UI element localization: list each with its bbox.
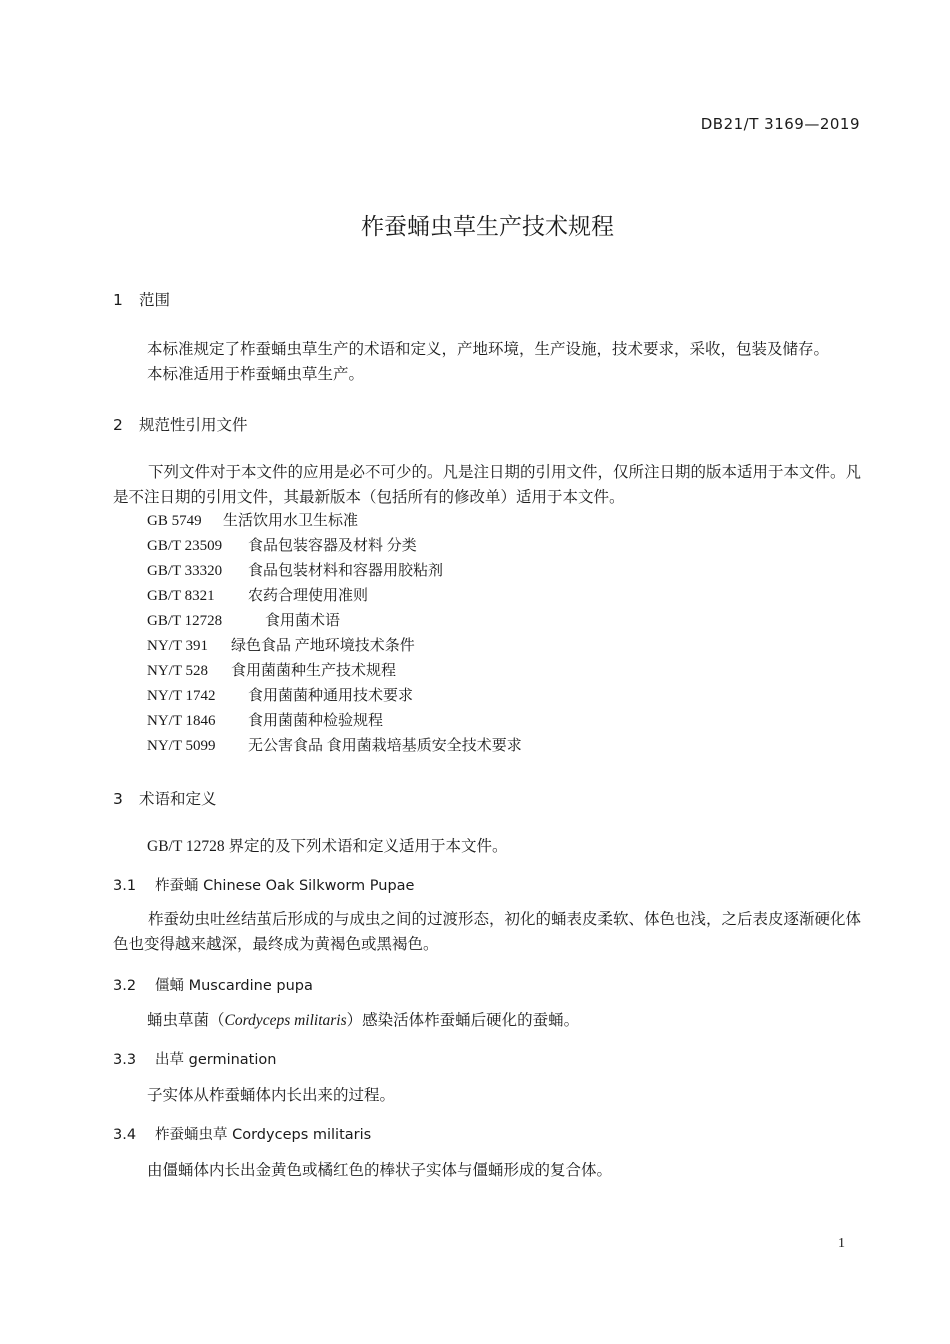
term-name: 柞蚕蛹虫草 <box>155 1127 228 1143</box>
reference-item <box>147 509 358 534</box>
reference-item <box>147 709 383 734</box>
reference-item <box>147 559 443 584</box>
term-definition-text: 柞蚕幼虫吐丝结茧后形成的与成虫之间的过渡形态，初化的蛹表皮柔软、体色也浅，之后表皮逐渐硬化体色也变得越来越深，最终成为黄褐色或黑褐色。 <box>113 911 862 953</box>
term-number: 3.1 <box>113 878 137 894</box>
section-3-heading <box>113 787 217 809</box>
reference-item <box>147 534 417 559</box>
term-name: 僵蛹 <box>155 978 184 994</box>
term-heading-3-2 <box>113 974 313 995</box>
term-english: Muscardine pupa <box>188 978 313 994</box>
reference-code: GB/T 33320 <box>147 563 223 579</box>
reference-title: 绿色食品 产地环境技术条件 <box>231 638 415 654</box>
reference-code: GB/T 12728 <box>147 613 223 629</box>
section-2-heading <box>113 413 248 435</box>
term-number: 3.2 <box>113 978 137 994</box>
section-number: 3 <box>113 790 123 808</box>
reference-item <box>147 734 522 759</box>
section-title: 范围 <box>139 291 171 309</box>
reference-title: 食用菌菌种生产技术规程 <box>231 663 397 679</box>
reference-item <box>147 609 340 634</box>
reference-title: 食用菌术语 <box>265 613 341 629</box>
reference-code: GB 5749 <box>147 513 202 529</box>
reference-code: GB/T 8321 <box>147 588 215 604</box>
reference-title: 食用菌菌种检验规程 <box>248 713 384 729</box>
reference-title: 无公害食品 食用菌栽培基质安全技术要求 <box>248 738 522 754</box>
section-2-intro-text: 下列文件对于本文件的应用是必不可少的。凡是注日期的引用文件，仅所注日期的版本适用于本文件。凡是不注日期的引用文件，其最新版本（包括所有的修改单）适用于本文件。 <box>113 464 862 506</box>
page-number: 1 <box>838 1236 845 1251</box>
section-title: 术语和定义 <box>139 790 217 808</box>
reference-code: GB/T 23509 <box>147 538 223 554</box>
term-name: 出草 <box>155 1052 184 1068</box>
term-name: 柞蚕蛹 <box>155 878 199 894</box>
reference-title: 食品包装容器及材料 分类 <box>248 538 417 554</box>
term-definition-text: 蛹虫草菌（ <box>147 1012 225 1029</box>
page-title: 柞蚕蛹虫草生产技术规程 <box>361 214 614 240</box>
reference-item <box>147 584 368 609</box>
reference-code: NY/T 1742 <box>147 688 216 704</box>
term-english: germination <box>188 1052 277 1068</box>
term-english: Chinese Oak Silkworm Pupae <box>203 878 415 894</box>
section-3-intro: GB/T 12728 界定的及下列术语和定义适用于本文件。 <box>147 838 508 855</box>
section-2-intro <box>113 460 861 510</box>
reference-item <box>147 634 415 659</box>
section-1-paragraph-2: 本标准适用于柞蚕蛹虫草生产。 <box>147 366 365 383</box>
term-definition-3-1 <box>113 907 861 957</box>
scientific-name: Cordyceps militaris <box>224 1012 347 1029</box>
term-definition-text: ）感染活体柞蚕蛹后硬化的蚕蛹。 <box>346 1012 580 1029</box>
section-number: 1 <box>113 291 123 309</box>
reference-title: 食品包装材料和容器用胶粘剂 <box>248 563 444 579</box>
document-number: DB21/T 3169—2019 <box>700 115 860 133</box>
reference-code: NY/T 391 <box>147 638 208 654</box>
reference-item <box>147 659 396 684</box>
reference-code: NY/T 528 <box>147 663 208 679</box>
term-definition-3-3: 子实体从柞蚕蛹体内长出来的过程。 <box>147 1087 396 1104</box>
reference-title: 生活饮用水卫生标准 <box>223 513 359 529</box>
term-english: Cordyceps militaris <box>232 1127 372 1143</box>
section-title: 规范性引用文件 <box>139 416 248 434</box>
reference-item <box>147 684 413 709</box>
term-heading-3-1 <box>113 874 414 895</box>
term-number: 3.4 <box>113 1127 137 1143</box>
reference-code: NY/T 5099 <box>147 738 216 754</box>
reference-title: 农药合理使用准则 <box>248 588 369 604</box>
term-heading-3-4 <box>113 1123 371 1144</box>
reference-code: NY/T 1846 <box>147 713 216 729</box>
term-definition-3-2 <box>147 1008 579 1030</box>
reference-title: 食用菌菌种通用技术要求 <box>248 688 414 704</box>
term-definition-3-4: 由僵蛹体内长出金黄色或橘红色的棒状子实体与僵蛹形成的复合体。 <box>147 1162 613 1179</box>
section-number: 2 <box>113 416 123 434</box>
section-1-heading <box>113 288 170 310</box>
section-1-paragraph-1: 本标准规定了柞蚕蛹虫草生产的术语和定义，产地环境，生产设施，技术要求，采收，包装及储存。 <box>147 341 830 358</box>
term-number: 3.3 <box>113 1052 137 1068</box>
term-heading-3-3 <box>113 1048 276 1069</box>
